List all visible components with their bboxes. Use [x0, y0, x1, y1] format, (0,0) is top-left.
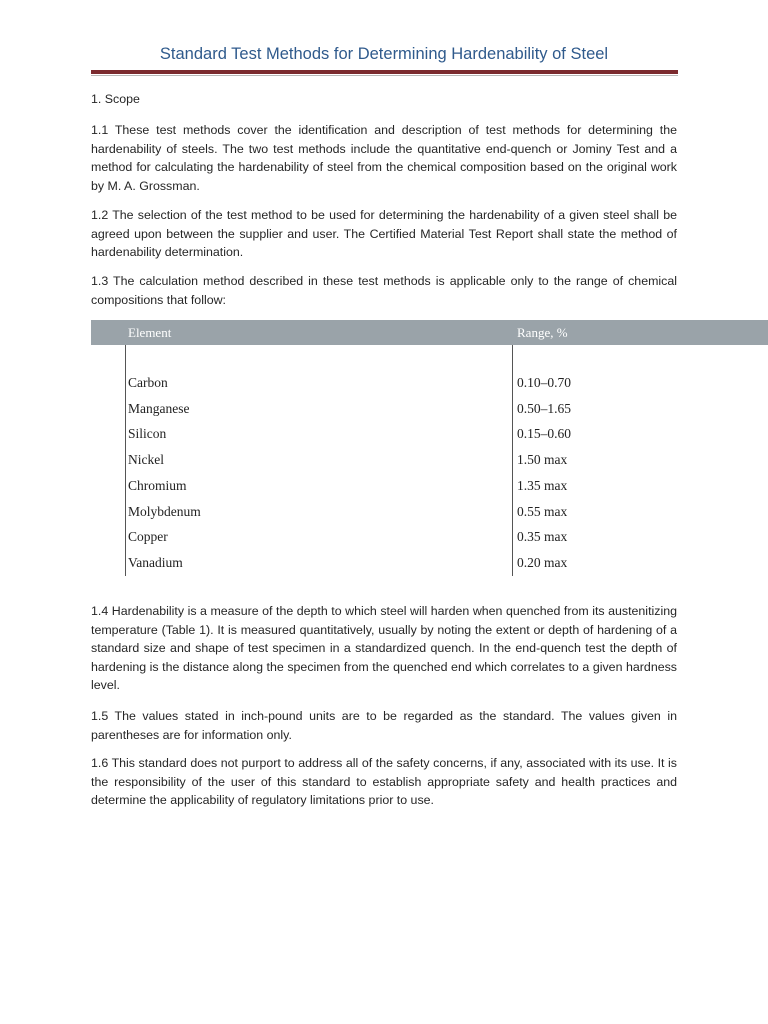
table-cell-range: 0.55 max — [517, 503, 568, 519]
paragraph-1-6: 1.6 This standard does not purport to address all of the safety concerns, if any, associated with its use. It is the responsibility of the user of this standard to establish appropriate safety and health practices and determine the applicability of regulatory limitations prior to use. — [91, 756, 677, 807]
section-heading: 1. Scope — [91, 92, 140, 106]
title-rule — [91, 70, 678, 74]
composition-table-header — [91, 320, 768, 345]
table-cell-range: 0.20 max — [517, 554, 568, 570]
table-cell-element: Silicon — [128, 426, 167, 442]
title-rule-thin — [91, 75, 678, 76]
table-divider-middle — [512, 345, 513, 576]
table-cell-element: Vanadium — [128, 554, 183, 570]
paragraph-1-2: 1.2 The selection of the test method to be used for determining the hardenability of a given steel shall be agreed upon between the supplier and user. The Certified Material Test Report shall state the method of hardenability determination. — [91, 208, 677, 259]
paragraph-1-5: 1.5 The values stated in inch-pound units are to be regarded as the standard. The values given in parentheses are for information only. — [91, 709, 677, 742]
table-cell-element: Copper — [128, 529, 168, 545]
table-cell-element: Chromium — [128, 477, 187, 493]
table-cell-element: Carbon — [128, 375, 168, 390]
table-cell-element: Molybdenum — [128, 503, 201, 519]
document-title: Standard Test Methods for Determining Hardenability of Steel — [159, 45, 609, 63]
table-cell-range: 1.50 max — [517, 452, 568, 468]
table-cell-range: 1.35 max — [517, 477, 568, 493]
column-header-range: Range, % — [517, 325, 568, 340]
table-cell-element: Manganese — [128, 400, 190, 416]
table-cell-range: 0.10–0.70 — [517, 375, 571, 390]
column-header-element: Element — [128, 325, 172, 340]
table-cell-range: 0.35 max — [517, 529, 568, 545]
table-divider-left — [125, 345, 126, 576]
paragraph-1-1: 1.1 These test methods cover the identification and description of test methods for determining the hardenability of steels. The two test methods include the quantitative end-quench or Jominy Test and a method for calculating the hardenability of steel from the chemical composition based on the original work by M. A. Grossman. — [91, 123, 677, 193]
table-cell-range: 0.15–0.60 — [517, 426, 571, 442]
table-cell-range: 0.50–1.65 — [517, 400, 571, 416]
paragraph-1-3: 1.3 The calculation method described in these test methods is applicable only to the range of chemical compositions that follow: — [91, 274, 677, 307]
paragraph-1-4: 1.4 Hardenability is a measure of the depth to which steel will harden when quenched from its austenitizing temperature (Table 1). It is measured quantitatively, usually by noting the extent or depth of hardening of a standard size and shape of test specimen in a standardized quench. In the end-quench test the depth of hardening is the distance along the specimen from the quenched end which correlates to a given hardness level. — [91, 604, 677, 692]
table-cell-element: Nickel — [128, 452, 164, 468]
